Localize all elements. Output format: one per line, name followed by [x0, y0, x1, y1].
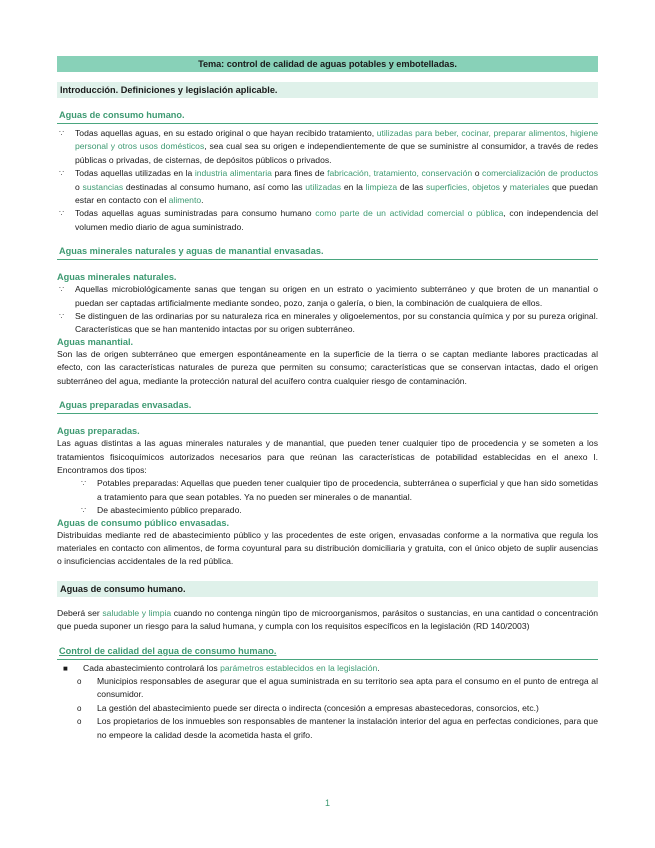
section-heading-preparadas: Aguas preparadas envasadas.	[57, 398, 598, 414]
bullet-icon: ∵	[59, 129, 65, 138]
subheading-preparadas: Aguas preparadas.	[57, 426, 140, 437]
square-bullet-icon: ■	[63, 663, 68, 673]
circle-bullet-icon: o	[77, 703, 82, 713]
list-item: ∵ De abastecimiento público preparado.	[57, 504, 598, 517]
list-item: ∵ Todas aquellas utilizadas en la industria alimentaria para fines de fabricación, tratamiento, conservación o comercialización de productos o sustancias destinadas al consumo humano, así como las utilizadas en la limpieza de las superficies, objetos y materiales que puedan estar en contacto con el alimento.	[59, 168, 598, 206]
intro-heading: Introducción. Definiciones y legislación aplicable.	[57, 82, 598, 98]
list-item: ∵ Todas aquellas aguas suministradas para consumo humano como parte de un actividad comercial o pública, con independencia del volumen medio diario de agua suministrado.	[59, 208, 598, 232]
circle-bullet-icon: o	[77, 676, 82, 686]
bullet-icon: ∵	[59, 209, 65, 219]
bullet-icon: ∵	[81, 506, 87, 516]
subheading-manantial: Aguas manantial.	[57, 336, 134, 347]
bullet-icon: ∵	[59, 285, 65, 295]
paragraph-consumo-publico: Distribuidas mediante red de abastecimiento público y las procedentes de este origen, envasadas conforme a la normativa que regula los materiales en contacto con alimentos, de forma coyuntural para su distribución domiciliaria y gratuita, con el único objeto de suplir ausencias o insuficiencias accidentales de la red pública.	[57, 529, 598, 567]
document-title: Tema: control de calidad de aguas potables y embotelladas.	[57, 56, 598, 72]
bullet-icon: ∵	[81, 479, 87, 489]
list-item: ∵ Potables preparadas: Aquellas que pueden tener cualquier tipo de procedencia, subterránea o superficial y que han sido sometidas a tratamiento para que sean potables. Ya no pueden ser minerales o de manantial.	[81, 478, 598, 502]
list-item: ∵ Todas aquellas aguas, en su estado original o que hayan recibido tratamiento, utilizadas para beber, cocinar, preparar alimentos, higiene personal y otros usos domésticos, sea cual sea su origen e independientemente de que se suministre al consumidor, a través de redes públicas o privadas, de cisternas, de depósitos públicos o privados.	[59, 128, 599, 165]
section-heading-minerales-manantial: Aguas minerales naturales y aguas de manantial envasadas.	[57, 244, 598, 260]
list-item: ■ Cada abastecimiento controlará los parámetros establecidos en la legislación.	[57, 662, 598, 675]
subheading-minerales-naturales: Aguas minerales naturales.	[57, 272, 177, 283]
list-item: o La gestión del abastecimiento puede ser directa o indirecta (concesión a empresas abastecedoras, consorcios, etc.)	[57, 702, 598, 715]
paragraph-saludable: Deberá ser saludable y limpia cuando no contenga ningún tipo de microorganismos, parásitos o sustancias, en una cantidad o concentración que pueda suponer un riesgo para la salud humana, y cumpla con los requisitos específicos en la legislación (RD 140/2003)	[57, 607, 599, 632]
list-item: ∵ Aquellas microbiológicamente sanas que tengan su origen en un estrato o yacimiento subterráneo y que broten de un manantial o puedan ser captadas artificialmente mediante sondeo, pozo, zanja o galería, o bien, la combinación de cualquiera de ellos.	[59, 284, 598, 308]
paragraph-preparadas: Las aguas distintas a las aguas minerales naturales y de manantial, que pueden tener cualquier tipo de procedencia y se someten a los tratamientos fisicoquímicos autorizados necesarios para que reúnan las características de potabilidad establecidas en el anexo I. Encontramos dos tipos:	[57, 438, 598, 475]
list-item: o Los propietarios de los inmuebles son responsables de mantener la instalación interior del agua en perfectas condiciones, para que no empeore la calidad desde la acometida hasta el grifo.	[77, 716, 598, 740]
list-item: ∵ Se distinguen de las ordinarias por su naturaleza rica en minerales y oligoelementos, por su constancia química y por su pureza original. Características que se han mantenido intactas por su origen subterráneo.	[59, 311, 598, 335]
section-heading-consumo-humano-2: Aguas de consumo humano.	[57, 581, 598, 597]
paragraph-manantial: Son las de origen subterráneo que emergen espontáneamente en la superficie de la tierra o se captan mediante labores practicadas al efecto, con las características naturales de pureza que permiten su consumo; características que se conservan intactas, dado el origen subterráneo del agua, mediante la protección natural del acuífero contra cualquier riesgo de contaminación.	[57, 348, 598, 386]
subheading-consumo-publico: Aguas de consumo público envasadas.	[57, 517, 230, 528]
page-number: 1	[324, 798, 330, 808]
section-heading-consumo-humano: Aguas de consumo humano.	[57, 108, 598, 124]
bullet-icon: ∵	[59, 312, 65, 322]
bullet-icon: ∵	[59, 169, 65, 179]
circle-bullet-icon: o	[77, 717, 82, 727]
section-heading-control-calidad: Control de calidad del agua de consumo humano.	[57, 644, 598, 660]
list-item: o Municipios responsables de asegurar que el agua suministrada en su territorio sea apta para el consumo en el punto de entrega al consumidor.	[77, 675, 598, 700]
